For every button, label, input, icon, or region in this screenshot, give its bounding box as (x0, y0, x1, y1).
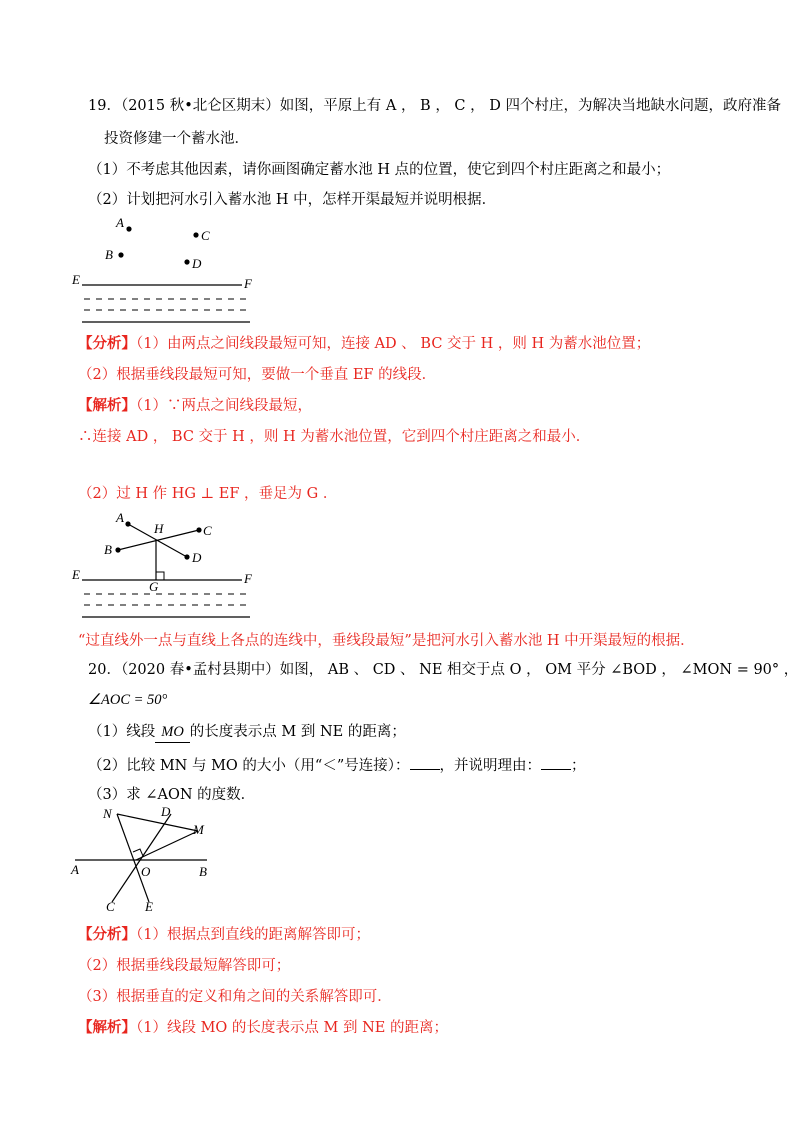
point-e-label: E (72, 272, 80, 287)
q19-part2: （2）计划把河水引入蓄水池 H 中，怎样开渠最短并说明根据． (88, 192, 497, 208)
q19-solution-3: （2）过 H 作 HG ⊥ EF ，垂足为 G ． (78, 486, 338, 502)
answer-blank-2[interactable] (541, 754, 571, 770)
q20-solution-1: 【解析】（1）线段 MO 的长度表示点 M 到 NE 的距离； (78, 1019, 448, 1036)
q20-analysis-3: （3）根据垂直的定义和角之间的关系解答即可． (78, 989, 392, 1005)
point-o-label: O (141, 864, 151, 879)
q19-figure-1 (60, 210, 280, 328)
q20-stem-line2: ∠AOC = 50° (88, 692, 168, 708)
q20-stem-line1: 20．（2020 春•孟村县期中）如图， AB 、 CD 、 NE 相交于点 O ， OM 平分 ∠BOD ， ∠MON = 90° ， (88, 662, 799, 678)
right-angle-mark (133, 849, 143, 856)
point-a-label: A (116, 215, 124, 230)
point-f-label: F (244, 276, 252, 291)
point-e-label: E (72, 567, 80, 582)
point-f-label: F (244, 571, 252, 586)
point-h-label: H (154, 521, 164, 536)
point-m-label: M (193, 822, 204, 837)
point-a-label: A (71, 862, 79, 877)
q19-stem-line1: 19．（2015 秋•北仑区期末）如图，平原上有 A ， B ， C ， D 四个村庄，为解决当地缺水问题，政府准备 (88, 98, 781, 114)
solution-tag: 【解析】 (78, 1019, 136, 1036)
q19-part1: （1）不考虑其他因素，请你画图确定蓄水池 H 点的位置，使它到四个村庄距离之和最小； (88, 162, 671, 178)
q19-solution-1: 【解析】（1）∵两点之间线段最短， (78, 397, 312, 414)
q19-solution-2: ∴连接 AD ， BC 交于 H ，则 H 为蓄水池位置，它到四个村庄距离之和最小． (78, 429, 591, 445)
q19-analysis-2: （2）根据垂线段最短可知，要做一个垂直 EF 的线段． (78, 367, 437, 383)
q20-part3: （3）求 ∠AON 的度数． (88, 787, 256, 803)
analysis-tag: 【分析】 (78, 926, 136, 943)
segment-om (136, 831, 198, 860)
line-ne (117, 814, 149, 902)
q20-analysis-2: （2）根据垂线段最短解答即可； (78, 958, 291, 974)
point-e-label: E (145, 899, 153, 914)
point-b-label: B (199, 864, 207, 879)
point-d-label: D (161, 804, 171, 819)
point-g-label: G (149, 579, 159, 594)
q19-conclusion: “过直线外一点与直线上各点的连线中，垂线段最短”是把河水引入蓄水池 H 中开渠最短的根据． (78, 633, 695, 649)
point-b-label: B (104, 542, 112, 557)
q19-stem-line2: 投资修建一个蓄水池． (104, 131, 249, 147)
segment-nm (117, 814, 198, 831)
point-d-label: D (192, 256, 202, 271)
point-c-label: C (201, 228, 210, 243)
analysis-tag: 【分析】 (78, 335, 136, 352)
q20-analysis-1: 【分析】（1）根据点到直线的距离解答即可； (78, 926, 370, 943)
part1-answer: MO (155, 722, 190, 743)
point-c-label: C (106, 899, 115, 914)
q19-analysis-1: 【分析】（1）由两点之间线段最短可知，连接 AD 、 BC 交于 H ，则 H 为蓄水池位置； (78, 335, 651, 352)
q19-figure-2 (60, 505, 280, 623)
q20-part1: （1）线段 MO 的长度表示点 M 到 NE 的距离； (88, 722, 406, 743)
point-d-label: D (192, 550, 202, 565)
point-a-label: A (116, 510, 124, 525)
q20-part2: （2）比较 MN 与 MO 的大小（用“＜”号连接）： ，并说明理由： ； (88, 754, 586, 776)
point-n-label: N (103, 806, 112, 821)
point-b-label: B (105, 247, 113, 262)
point-c-label: C (203, 523, 212, 538)
solution-tag: 【解析】 (78, 397, 136, 414)
q20-figure (65, 804, 225, 914)
answer-blank-1[interactable] (410, 754, 440, 770)
